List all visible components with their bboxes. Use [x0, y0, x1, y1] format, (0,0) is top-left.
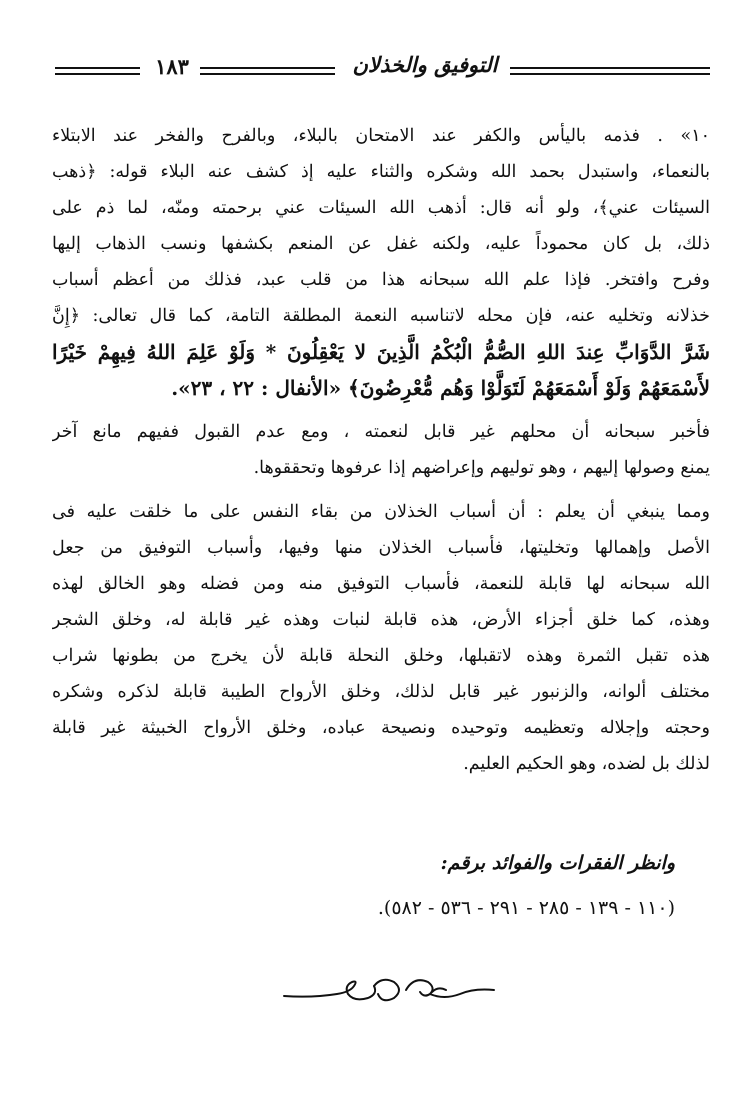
paragraph-2	[52, 414, 710, 486]
flourish-ornament-icon	[282, 972, 497, 1012]
page-header	[55, 50, 710, 94]
text-line: هذه تقبل الثمرة وهذه لاتقبلها، وخلق النحلة قابلة لأن يخرج من بطونها شراب	[52, 646, 710, 666]
header-rule-middle	[200, 67, 335, 69]
page-body	[52, 118, 710, 782]
running-title: التوفيق والخذلان	[352, 52, 498, 77]
text-line: ذلك، بل كان محموداً عليه، ولكنه غفل عن المنعم بكشفها ونسب الذهاب إليها	[52, 234, 710, 254]
text-line: مختلف ألوانه، والزنبور غير قابل لذلك، وخلق الأرواح الطيبة قابلة لذكره وشكره	[52, 682, 710, 702]
text-line: ١٠» . فذمه باليأس والكفر عند الامتحان بالبلاء، وبالفرح والفخر عند الابتلاء	[52, 126, 710, 146]
text-line: الله سبحانه لها قابلة للنعمة، فأسباب التوفيق منه ومن فضله وهو الخالق لهذه	[52, 574, 710, 594]
text-line: بالنعماء، واستبدل بحمد الله وشكره والثناء عليه إذ كشف عنه البلاء قوله: ﴿ذهب	[52, 162, 710, 182]
paragraph-1	[52, 118, 710, 406]
see-also-references: (١١٠ - ١٣٩ - ٢٨٥ - ٢٩١ - ٥٣٦ - ٥٨٢).	[377, 897, 675, 919]
text-line: لذلك بل لضده، وهو الحكيم العليم.	[463, 754, 710, 774]
page-number: ١٨٣	[155, 54, 189, 79]
quran-verse-line: شَرَّ الدَّوَابِّ عِندَ اللهِ الصُّمُّ الْبُكْمُ الَّذِينَ لا يَعْقِلُونَ * وَلَوْ عَلِمَ اللهُ فِيهِمْ خَيْرًا	[52, 340, 710, 364]
text-line: وحجته وإجلاله وتعظيمه وتوحيده ونصيحة عباده، وخلق الأرواح الخبيثة غير قابلة	[52, 718, 710, 738]
text-line: يمنع وصولها إليهم ، وهو توليهم وإعراضهم إذا عرفوها وتحققوها.	[253, 458, 710, 478]
quran-verse-line: لأَسْمَعَهُمْ وَلَوْ أَسْمَعَهُمْ لَتَوَلَّوْا وَهُم مُّعْرِضُونَ﴾ «الأنفال : ٢٢ ، ٢٣».	[171, 376, 710, 400]
text-line: السيئات عني﴾، ولو أنه قال: أذهب الله السيئات عني برحمته ومنّه، لما ذم على	[52, 198, 710, 218]
text-line: فأخبر سبحانه أن محلهم غير قابل لنعمته ، ومع عدم القبول ففيهم مانع آخر	[52, 422, 710, 442]
text-line: وهذه، كما خلق أجزاء الأرض، هذه قابلة لنبات وهذه غير قابلة له، وخلق الشجر	[52, 610, 710, 630]
see-also-label: وانظر الفقرات والفوائد برقم:	[440, 852, 675, 874]
header-rule-right	[510, 67, 710, 69]
paragraph-3	[52, 494, 710, 782]
text-line: وفرح وافتخر. فإذا علم الله سبحانه هذا من قلب عبد، فذلك من أعظم أسباب	[52, 270, 710, 290]
text-line: خذلانه وتخليه عنه، فإن محله لاتناسبه النعمة المطلقة التامة، كما قال تعالى: ﴿إِنَّ	[52, 306, 710, 326]
text-line: الأصل وإهمالها وتخليتها، فأسباب الخذلان منها وفيها، وأسباب التوفيق من جعل	[52, 538, 710, 558]
text-line: ومما ينبغي أن يعلم : أن أسباب الخذلان من بقاء النفس على ما خلقت عليه فى	[52, 502, 710, 522]
header-rule-left	[55, 67, 140, 69]
